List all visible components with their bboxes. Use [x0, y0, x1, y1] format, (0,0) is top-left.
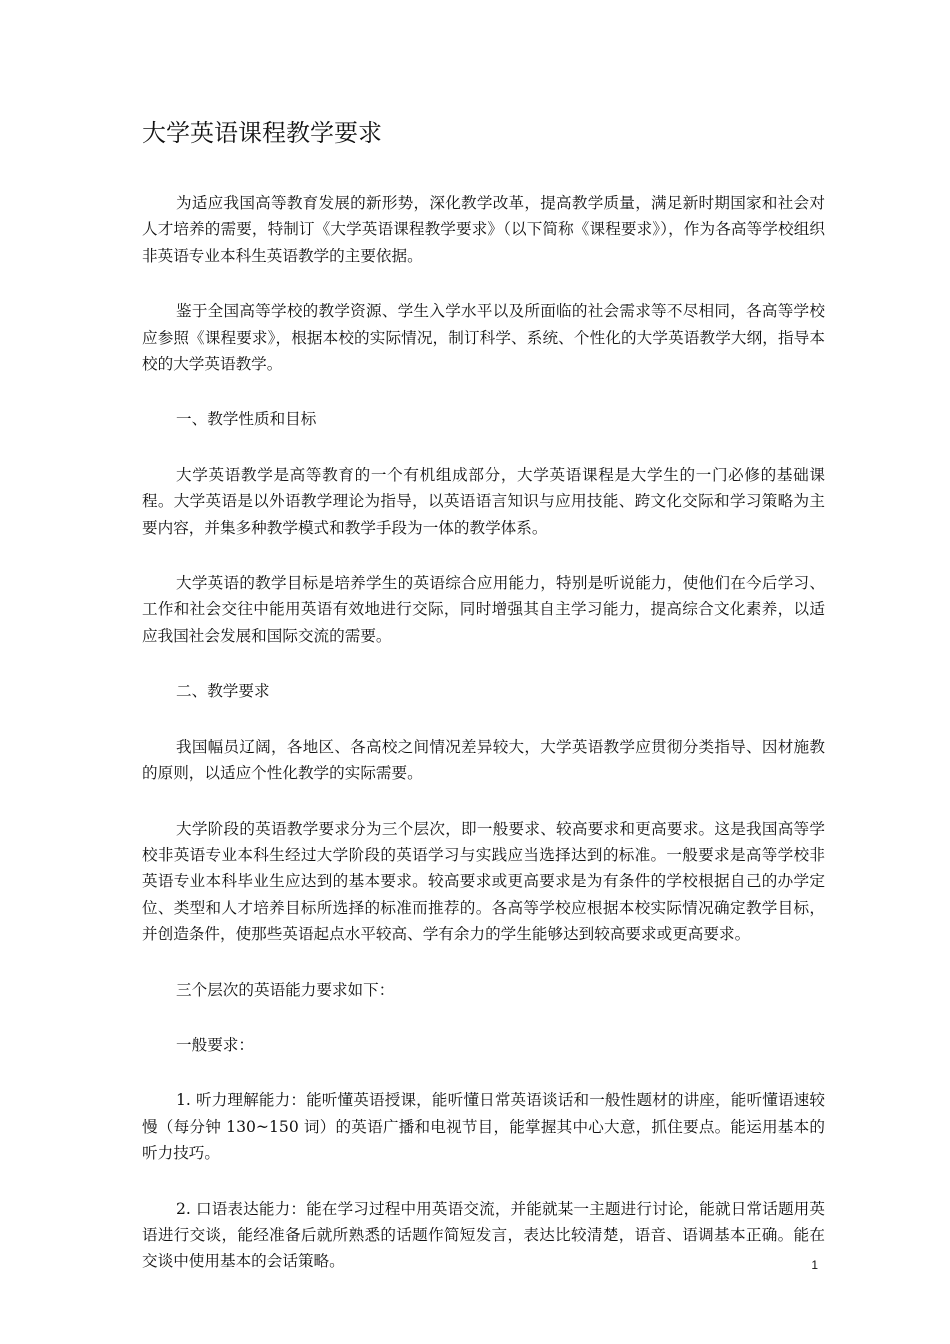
page-number: 1 [811, 1258, 818, 1272]
subheading-general-requirements: 一般要求： [176, 1035, 254, 1054]
document-title: 大学英语课程教学要求 [142, 119, 382, 147]
paragraph-reference: 鉴于全国高等学校的教学资源、学生入学水平以及所面临的社会需求等不尽相同，各高等学校应参照《课程要求》，根据本校的实际情况，制订科学、系统、个性化的大学英语教学大纲，指导本校的大学英语教学。 [142, 302, 825, 374]
section-heading-nature-goals: 一、教学性质和目标 [176, 410, 317, 429]
paragraph-nature: 大学英语教学是高等教育的一个有机组成部分，大学英语课程是大学生的一门必修的基础课程。大学英语是以外语教学理论为指导，以英语语言知识与应用技能、跨文化交际和学习策略为主要内容，并集多种教学模式和教学手段为一体的教学体系。 [142, 465, 825, 537]
paragraph-intro: 为适应我国高等教育发展的新形势，深化教学改革，提高教学质量，满足新时期国家和社会对人才培养的需要，特制订《大学英语课程教学要求》（以下简称《课程要求》），作为各高等学校组织非英语专业本科生英语教学的主要依据。 [142, 194, 825, 265]
document-body [142, 190, 825, 1304]
paragraph-levels: 大学阶段的英语教学要求分为三个层次，即一般要求、较高要求和更高要求。这是我国高等学校非英语专业本科生经过大学阶段的英语学习与实践应当选择达到的标准。一般要求是高等学校非英语专业本科毕业生应达到的基本要求。较高要求或更高要求是为有条件的学校根据自己的办学定位、类型和人才培养目标所选择的标准而推荐的。各高等学校应根据本校实际情况确定教学目标，并创造条件，使那些英语起点水平较高、学有余力的学生能够达到较高要求或更高要求。 [142, 819, 825, 944]
section-heading-requirements: 二、教学要求 [176, 682, 270, 701]
paragraph-listening: 1. 听力理解能力：能听懂英语授课，能听懂日常英语谈话和一般性题材的讲座，能听懂语速较慢（每分钟 130~150 词）的英语广播和电视节目，能掌握其中心大意，抓住要点。能运用基本的听力技巧。 [142, 1091, 825, 1163]
paragraph-goals: 大学英语的教学目标是培养学生的英语综合应用能力，特别是听说能力，使他们在今后学习、工作和社会交往中能用英语有效地进行交际，同时增强其自主学习能力，提高综合文化素养，以适应我国社会发展和国际交流的需要。 [142, 574, 825, 645]
paragraph-levels-intro: 三个层次的英语能力要求如下： [176, 980, 395, 999]
paragraph-speaking: 2. 口语表达能力：能在学习过程中用英语交流，并能就某一主题进行讨论，能就日常话题用英语进行交谈，能经准备后就所熟悉的话题作简短发言，表达比较清楚，语音、语调基本正确。能在交谈中使用基本的会话策略。 [142, 1199, 825, 1271]
paragraph-diversity: 我国幅员辽阔，各地区、各高校之间情况差异较大，大学英语教学应贯彻分类指导、因材施教的原则，以适应个性化教学的实际需要。 [142, 737, 825, 783]
